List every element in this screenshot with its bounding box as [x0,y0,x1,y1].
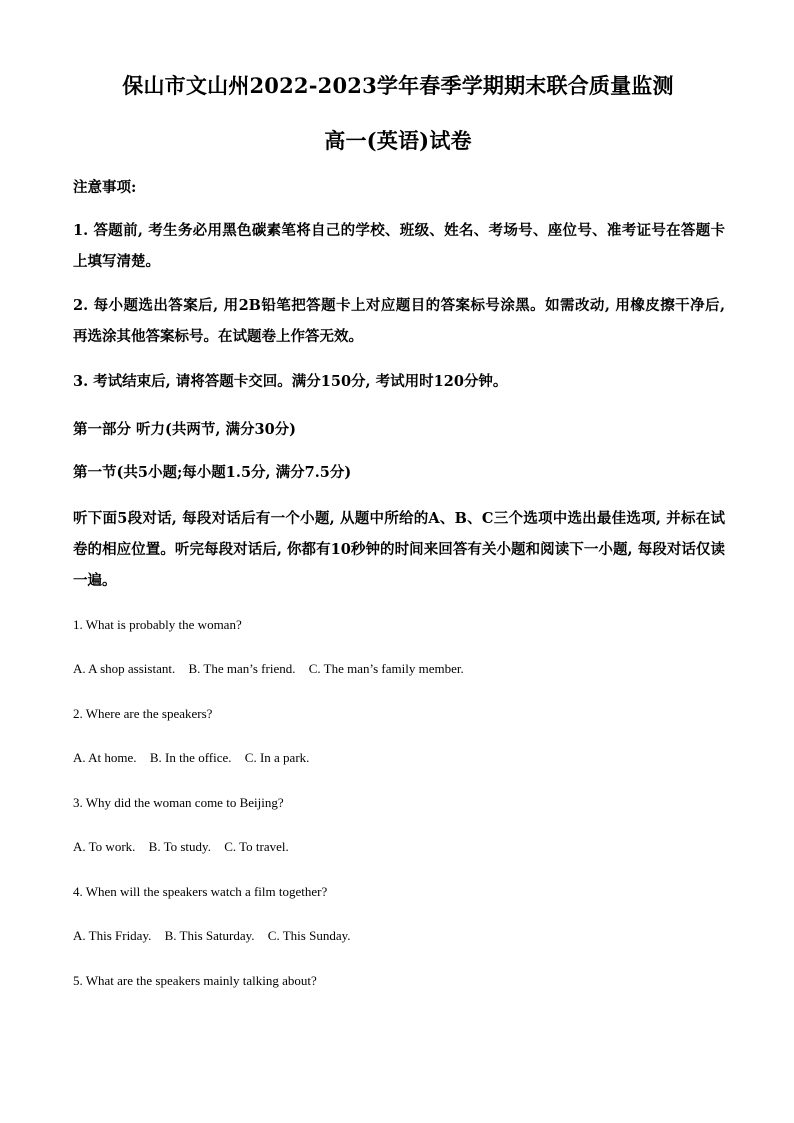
option-b: B. To study. [148,839,211,854]
exam-subtitle: 高一(英语)试卷 [324,128,472,153]
question-stem-5: 5. What are the speakers mainly talking about? [73,973,317,988]
section-heading: 第一节(共5小题;每小题1.5分, 满分7.5分) [73,464,352,481]
exam-title: 保山市文山州2022-2023学年春季学期期末联合质量监测 [122,73,674,98]
question-stem-4: 4. When will the speakers watch a film together? [73,884,328,899]
option-c: C. The man’s family member. [308,661,464,676]
part-heading: 第一部分 听力(共两节, 满分30分) [73,421,297,438]
question-options-4 [73,928,361,944]
option-a: A. To work. [73,839,136,854]
option-a: A. At home. [73,750,137,765]
option-c: C. In a park. [244,750,310,765]
option-a: A. This Friday. [73,928,152,943]
option-b: B. This Saturday. [164,928,255,943]
option-c: C. To travel. [224,839,289,854]
notice-item-2: 2. 每小题选出答案后, 用2B铅笔把答题卡上对应题目的答案标号涂黑。如需改动, 用橡皮擦干净后, 再选涂其他答案标号。在试题卷上作答无效。 [73,297,725,345]
question-stem-2: 2. Where are the speakers? [73,706,213,721]
option-a: A. A shop assistant. [73,661,176,676]
notice-item-3: 3. 考试结束后, 请将答题卡交回。满分150分, 考试用时120分钟。 [73,373,508,390]
question-options-3 [73,839,299,855]
question-stem-1: 1. What is probably the woman? [73,617,242,632]
question-stem-3: 3. Why did the woman come to Beijing? [73,795,284,810]
notice-item-1: 1. 答题前, 考生务必用黑色碳素笔将自己的学校、班级、姓名、考场号、座位号、准考证号在答题卡上填写清楚。 [73,222,725,270]
question-options-2 [73,750,319,766]
option-b: B. In the office. [149,750,232,765]
question-options-1 [73,661,474,677]
listening-instructions: 听下面5段对话, 每段对话后有一个小题, 从题中所给的A、B、C三个选项中选出最佳选项, 并标在试卷的相应位置。听完每段对话后, 你都有10秒钟的时间来回答有关小题和阅读下一小题, 每段对话仅读一遍。 [73,510,725,589]
option-c: C. This Sunday. [267,928,351,943]
notice-heading: 注意事项: [73,179,137,196]
option-b: B. The man’s friend. [188,661,296,676]
